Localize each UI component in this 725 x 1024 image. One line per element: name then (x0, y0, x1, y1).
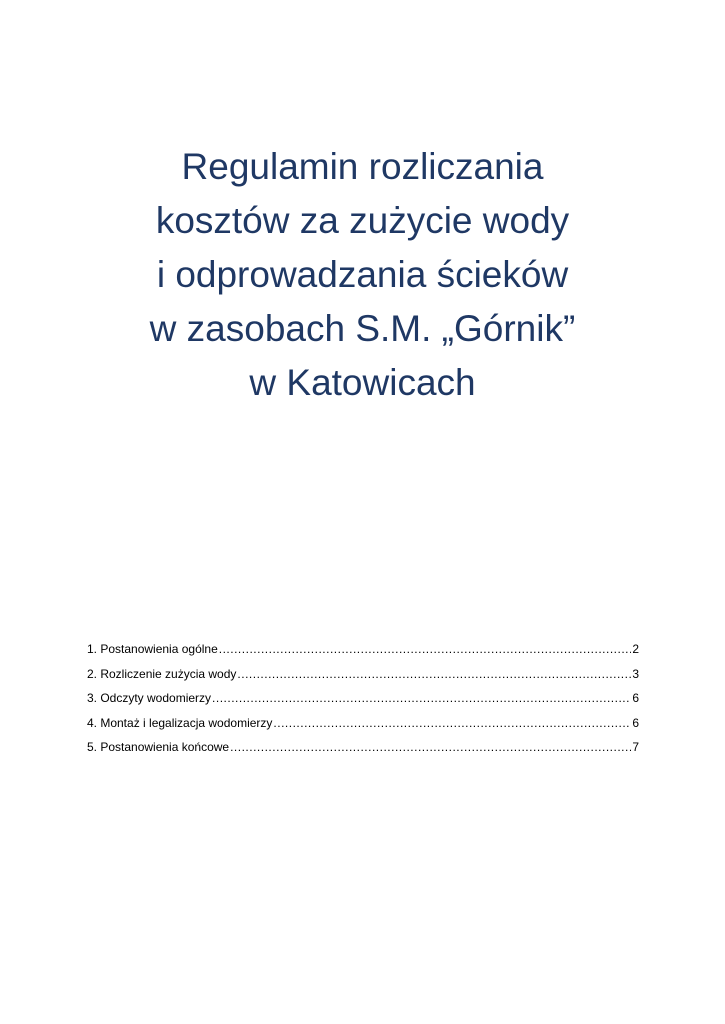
toc-entry-page: 2 (632, 642, 639, 656)
toc-entry-page: 3 (632, 666, 639, 681)
toc-dot-leader (219, 640, 632, 658)
title-line: Regulamin rozliczania (181, 146, 544, 187)
title-line: kosztów za zużycie wody (155, 200, 570, 241)
title-line: w Katowicach (249, 362, 476, 403)
toc-entry-page: 6 (632, 715, 639, 730)
title-line: w zasobach S.M. „Górnik” (149, 308, 576, 349)
toc-dot-leader (237, 665, 631, 683)
toc-entry-label: 2. Rozliczenie zużycia wody (87, 666, 237, 681)
toc-entry[interactable] (87, 665, 639, 690)
toc-dot-leader (273, 714, 631, 732)
toc-entry-label: 1. Postanowienia ogólne (87, 642, 218, 656)
toc-entry[interactable] (87, 640, 639, 665)
document-title (0, 140, 725, 410)
toc-entry[interactable] (87, 738, 639, 763)
toc-entry-label: 4. Montaż i legalizacja wodomierzy (87, 715, 273, 730)
toc-entry-page: 7 (632, 740, 639, 754)
toc-entry-label: 5. Postanowienia końcowe (87, 740, 230, 754)
title-line: i odprowadzania ścieków (156, 254, 569, 295)
toc-entry-page: 6 (632, 691, 639, 705)
toc-dot-leader (212, 689, 631, 707)
toc-dot-leader (230, 738, 631, 756)
toc-entry-label: 3. Odczyty wodomierzy (87, 691, 212, 705)
table-of-contents (87, 640, 639, 763)
toc-entry[interactable] (87, 714, 639, 739)
toc-entry[interactable] (87, 689, 639, 714)
